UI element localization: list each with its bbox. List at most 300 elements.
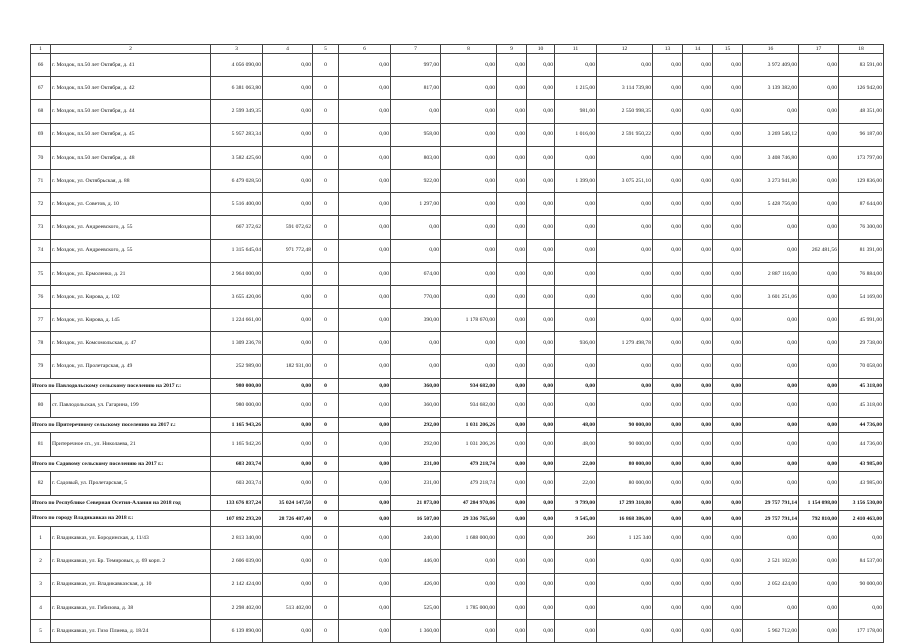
value-cell-col-6: 0,00	[339, 456, 391, 472]
row-address: г. Моздок, пл.50 лет Октября, д. 48	[51, 146, 211, 169]
value-cell-col-15: 0,00	[713, 433, 743, 456]
value-cell-col-18: 29 738,00	[839, 332, 884, 355]
value-cell-col-15: 0,00	[713, 54, 743, 77]
value-cell-col-16: 0,00	[743, 309, 799, 332]
value-cell-col-16: 0,00	[743, 332, 799, 355]
value-cell-col-16: 2 052 424,00	[743, 573, 799, 596]
value-cell-col-11: 0,00	[555, 355, 597, 378]
value-cell-col-17: 0,00	[799, 332, 839, 355]
value-cell-col-16: 5 428 756,00	[743, 193, 799, 216]
value-cell-col-14: 0,00	[683, 527, 713, 550]
value-cell-col-6: 0,00	[339, 332, 391, 355]
value-cell-col-11: 1 399,00	[555, 169, 597, 192]
value-cell-col-16: 0,00	[743, 527, 799, 550]
value-cell-col-18: 129 836,00	[839, 169, 884, 192]
value-cell-col-17: 0,00	[799, 619, 839, 642]
row-number: 78	[31, 332, 51, 355]
value-cell-col-9: 0,00	[497, 193, 527, 216]
value-cell-col-9: 0,00	[497, 239, 527, 262]
row-address: г. Моздок, ул. Андреевского, д. 55	[51, 239, 211, 262]
value-cell-col-3: 2 964 000,00	[211, 262, 263, 285]
value-cell-col-4: 0,00	[263, 456, 313, 472]
row-address: г. Владикавказ, ул. Владикавказская, д. 10	[51, 573, 211, 596]
value-cell-col-4: 0,00	[263, 146, 313, 169]
value-cell-col-9: 0,00	[497, 355, 527, 378]
value-cell-col-12: 16 868 386,00	[597, 511, 653, 527]
value-cell-col-12: 0,00	[597, 262, 653, 285]
value-cell-col-3: 667 372,62	[211, 216, 263, 239]
value-cell-col-9: 0,00	[497, 123, 527, 146]
value-cell-col-15: 0,00	[713, 146, 743, 169]
value-cell-col-4: 0,00	[263, 123, 313, 146]
value-cell-col-15: 0,00	[713, 239, 743, 262]
value-cell-col-10: 0,00	[527, 394, 555, 417]
column-number-row	[31, 45, 884, 54]
value-cell-col-12: 0,00	[597, 309, 653, 332]
value-cell-col-8: 1 688 000,00	[441, 527, 497, 550]
value-cell-col-18: 70 058,00	[839, 355, 884, 378]
value-cell-col-5: 0	[313, 54, 339, 77]
value-cell-col-16: 2 887 116,00	[743, 262, 799, 285]
value-cell-col-5: 0	[313, 596, 339, 619]
column-number-14: 14	[683, 45, 713, 54]
value-cell-col-3: 603 203,74	[211, 456, 263, 472]
table-row	[31, 146, 884, 169]
column-number-13: 13	[653, 45, 683, 54]
value-cell-col-5: 0	[313, 193, 339, 216]
value-cell-col-4: 0,00	[263, 550, 313, 573]
subtotal-label: Итого по Садовому сельскому поселению на 2017 г.:	[31, 456, 211, 472]
value-cell-col-9: 0,00	[497, 573, 527, 596]
value-cell-col-7: 770,00	[391, 285, 441, 308]
value-cell-col-17: 0,00	[799, 77, 839, 100]
row-number: 71	[31, 169, 51, 192]
value-cell-col-17: 0,00	[799, 169, 839, 192]
value-cell-col-17: 0,00	[799, 550, 839, 573]
value-cell-col-12: 0,00	[597, 550, 653, 573]
value-cell-col-15: 0,00	[713, 619, 743, 642]
value-cell-col-5: 0	[313, 527, 339, 550]
row-number: 70	[31, 146, 51, 169]
value-cell-col-5: 0	[313, 216, 339, 239]
value-cell-col-16: 5 962 712,00	[743, 619, 799, 642]
value-cell-col-17: 0,00	[799, 146, 839, 169]
value-cell-col-4: 0,00	[263, 169, 313, 192]
value-cell-col-7: 240,00	[391, 527, 441, 550]
value-cell-col-16: 29 757 791,14	[743, 511, 799, 527]
value-cell-col-14: 0,00	[683, 332, 713, 355]
column-number-3: 3	[211, 45, 263, 54]
value-cell-col-3: 6 381 063,80	[211, 77, 263, 100]
value-cell-col-3: 3 655 420,06	[211, 285, 263, 308]
value-cell-col-12: 80 000,00	[597, 472, 653, 495]
table-row	[31, 309, 884, 332]
value-cell-col-3: 2 599 349,35	[211, 100, 263, 123]
value-cell-col-7: 231,00	[391, 456, 441, 472]
value-cell-col-5: 0	[313, 550, 339, 573]
column-number-6: 6	[339, 45, 391, 54]
value-cell-col-14: 0,00	[683, 123, 713, 146]
subtotal-label: Итого по Притеречному сельскому поселению на 2017 г.:	[31, 417, 211, 433]
column-number-12: 12	[597, 45, 653, 54]
column-number-11: 11	[555, 45, 597, 54]
row-address: г. Владикавказ, ул. Гизо Плиева, д. 18/24	[51, 619, 211, 642]
value-cell-col-9: 0,00	[497, 378, 527, 394]
value-cell-col-7: 1 297,00	[391, 193, 441, 216]
value-cell-col-10: 0,00	[527, 355, 555, 378]
value-cell-col-4: 0,00	[263, 262, 313, 285]
row-address: г. Владикавказ, ул. Бородинская, д. 11/43	[51, 527, 211, 550]
value-cell-col-10: 0,00	[527, 169, 555, 192]
value-cell-col-15: 0,00	[713, 123, 743, 146]
value-cell-col-7: 446,00	[391, 550, 441, 573]
value-cell-col-14: 0,00	[683, 550, 713, 573]
value-cell-col-12: 0,00	[597, 216, 653, 239]
value-cell-col-4: 0,00	[263, 417, 313, 433]
value-cell-col-9: 0,00	[497, 394, 527, 417]
value-cell-col-7: 426,00	[391, 573, 441, 596]
value-cell-col-7: 0,00	[391, 100, 441, 123]
table-row	[31, 472, 884, 495]
table-row	[31, 355, 884, 378]
value-cell-col-18: 90 000,00	[839, 573, 884, 596]
value-cell-col-17: 0,00	[799, 472, 839, 495]
value-cell-col-16: 0,00	[743, 394, 799, 417]
value-cell-col-14: 0,00	[683, 54, 713, 77]
value-cell-col-7: 0,00	[391, 355, 441, 378]
value-cell-col-7: 803,00	[391, 146, 441, 169]
value-cell-col-12: 1 125 340	[597, 527, 653, 550]
column-number-2: 2	[51, 45, 211, 54]
value-cell-col-18: 44 736,00	[839, 433, 884, 456]
value-cell-col-15: 0,00	[713, 394, 743, 417]
row-number: 80	[31, 394, 51, 417]
value-cell-col-10: 0,00	[527, 527, 555, 550]
value-cell-col-14: 0,00	[683, 433, 713, 456]
value-cell-col-11: 0,00	[555, 550, 597, 573]
value-cell-col-18: 177 178,00	[839, 619, 884, 642]
row-number: 74	[31, 239, 51, 262]
value-cell-col-18: 76 300,00	[839, 216, 884, 239]
value-cell-col-18: 3 156 530,00	[839, 495, 884, 511]
value-cell-col-14: 0,00	[683, 309, 713, 332]
value-cell-col-3: 3 582 425,60	[211, 146, 263, 169]
value-cell-col-6: 0,00	[339, 527, 391, 550]
table-row	[31, 433, 884, 456]
value-cell-col-8: 1 031 206,26	[441, 417, 497, 433]
value-cell-col-15: 0,00	[713, 355, 743, 378]
value-cell-col-14: 0,00	[683, 262, 713, 285]
value-cell-col-18: 45 991,00	[839, 309, 884, 332]
value-cell-col-11: 1 215,00	[555, 77, 597, 100]
value-cell-col-7: 360,00	[391, 378, 441, 394]
value-cell-col-18: 44 736,00	[839, 417, 884, 433]
value-cell-col-11: 0,00	[555, 394, 597, 417]
table-row	[31, 77, 884, 100]
value-cell-col-4: 0,00	[263, 309, 313, 332]
value-cell-col-15: 0,00	[713, 596, 743, 619]
value-cell-col-4: 0,00	[263, 619, 313, 642]
value-cell-col-5: 0	[313, 169, 339, 192]
value-cell-col-9: 0,00	[497, 146, 527, 169]
row-address: г. Моздок, ул. Андреевского, д. 55	[51, 216, 211, 239]
column-number-15: 15	[713, 45, 743, 54]
value-cell-col-7: 1 360,00	[391, 619, 441, 642]
value-cell-col-6: 0,00	[339, 495, 391, 511]
value-cell-col-16: 0,00	[743, 596, 799, 619]
value-cell-col-16: 3 273 941,80	[743, 169, 799, 192]
value-cell-col-8: 0,00	[441, 193, 497, 216]
value-cell-col-13: 0,00	[653, 100, 683, 123]
value-cell-col-13: 0,00	[653, 550, 683, 573]
value-cell-col-8: 0,00	[441, 146, 497, 169]
value-cell-col-17: 0,00	[799, 596, 839, 619]
value-cell-col-16: 3 972 409,00	[743, 54, 799, 77]
value-cell-col-6: 0,00	[339, 123, 391, 146]
row-address: г. Моздок, ул. Октябрьская, д. 88	[51, 169, 211, 192]
row-number: 76	[31, 285, 51, 308]
value-cell-col-4: 35 024 147,50	[263, 495, 313, 511]
value-cell-col-3: 5 516 400,00	[211, 193, 263, 216]
value-cell-col-6: 0,00	[339, 146, 391, 169]
value-cell-col-4: 0,00	[263, 527, 313, 550]
table-row	[31, 169, 884, 192]
value-cell-col-14: 0,00	[683, 239, 713, 262]
value-cell-col-18: 48 351,00	[839, 100, 884, 123]
value-cell-col-7: 958,00	[391, 123, 441, 146]
value-cell-col-5: 0	[313, 433, 339, 456]
table-row	[31, 216, 884, 239]
column-number-5: 5	[313, 45, 339, 54]
value-cell-col-17: 0,00	[799, 285, 839, 308]
value-cell-col-12: 2 550 998,35	[597, 100, 653, 123]
value-cell-col-8: 0,00	[441, 239, 497, 262]
value-cell-col-3: 6 139 890,00	[211, 619, 263, 642]
value-cell-col-17: 0,00	[799, 309, 839, 332]
value-cell-col-9: 0,00	[497, 456, 527, 472]
table-body	[31, 54, 884, 643]
value-cell-col-12: 3 114 739,80	[597, 77, 653, 100]
value-cell-col-15: 0,00	[713, 332, 743, 355]
value-cell-col-17: 1 154 098,00	[799, 495, 839, 511]
value-cell-col-16: 0,00	[743, 417, 799, 433]
value-cell-col-12: 90 000,00	[597, 417, 653, 433]
value-cell-col-15: 0,00	[713, 378, 743, 394]
value-cell-col-15: 0,00	[713, 527, 743, 550]
value-cell-col-16: 0,00	[743, 355, 799, 378]
value-cell-col-14: 0,00	[683, 417, 713, 433]
value-cell-col-17: 0,00	[799, 527, 839, 550]
row-number: 72	[31, 193, 51, 216]
value-cell-col-14: 0,00	[683, 456, 713, 472]
value-cell-col-13: 0,00	[653, 123, 683, 146]
value-cell-col-5: 0	[313, 495, 339, 511]
row-number: 2	[31, 550, 51, 573]
value-cell-col-3: 980 000,00	[211, 394, 263, 417]
row-number: 69	[31, 123, 51, 146]
value-cell-col-7: 922,00	[391, 169, 441, 192]
value-cell-col-11: 0,00	[555, 309, 597, 332]
value-cell-col-14: 0,00	[683, 169, 713, 192]
value-cell-col-5: 0	[313, 472, 339, 495]
value-cell-col-18: 43 985,00	[839, 456, 884, 472]
value-cell-col-17: 0,00	[799, 378, 839, 394]
value-cell-col-9: 0,00	[497, 495, 527, 511]
value-cell-col-4: 0,00	[263, 100, 313, 123]
value-cell-col-8: 1 178 670,00	[441, 309, 497, 332]
row-number: 79	[31, 355, 51, 378]
value-cell-col-12: 90 000,00	[597, 433, 653, 456]
value-cell-col-13: 0,00	[653, 378, 683, 394]
value-cell-col-12: 3 075 251,10	[597, 169, 653, 192]
row-address: г. Моздок, пл.50 лет Октября, д. 41	[51, 54, 211, 77]
row-address: г. Моздок, ул. Комсомольская, д. 47	[51, 332, 211, 355]
value-cell-col-8: 0,00	[441, 100, 497, 123]
value-cell-col-4: 0,00	[263, 77, 313, 100]
value-cell-col-11: 22,00	[555, 456, 597, 472]
row-address: г. Моздок, ул. Кирова, д. 102	[51, 285, 211, 308]
value-cell-col-15: 0,00	[713, 193, 743, 216]
value-cell-col-7: 0,00	[391, 332, 441, 355]
column-number-17: 17	[799, 45, 839, 54]
value-cell-col-7: 21 873,00	[391, 495, 441, 511]
value-cell-col-13: 0,00	[653, 355, 683, 378]
value-cell-col-17: 0,00	[799, 216, 839, 239]
value-cell-col-14: 0,00	[683, 573, 713, 596]
table-row	[31, 596, 884, 619]
value-cell-col-8: 1 785 000,00	[441, 596, 497, 619]
row-number: 75	[31, 262, 51, 285]
value-cell-col-17: 0,00	[799, 394, 839, 417]
value-cell-col-10: 0,00	[527, 309, 555, 332]
value-cell-col-18: 45 318,00	[839, 394, 884, 417]
value-cell-col-18: 126 942,00	[839, 77, 884, 100]
value-cell-col-10: 0,00	[527, 193, 555, 216]
value-cell-col-15: 0,00	[713, 472, 743, 495]
value-cell-col-14: 0,00	[683, 378, 713, 394]
value-cell-col-13: 0,00	[653, 472, 683, 495]
value-cell-col-3: 2 298 402,00	[211, 596, 263, 619]
table-row	[31, 527, 884, 550]
value-cell-col-8: 934 682,00	[441, 394, 497, 417]
value-cell-col-5: 0	[313, 77, 339, 100]
value-cell-col-8: 0,00	[441, 262, 497, 285]
value-cell-col-17: 0,00	[799, 100, 839, 123]
value-cell-col-5: 0	[313, 146, 339, 169]
value-cell-col-13: 0,00	[653, 332, 683, 355]
value-cell-col-14: 0,00	[683, 100, 713, 123]
value-cell-col-10: 0,00	[527, 54, 555, 77]
value-cell-col-4: 971 772,48	[263, 239, 313, 262]
value-cell-col-18: 54 169,00	[839, 285, 884, 308]
value-cell-col-11: 0,00	[555, 239, 597, 262]
value-cell-col-17: 0,00	[799, 54, 839, 77]
value-cell-col-18: 0,00	[839, 527, 884, 550]
value-cell-col-12: 17 299 310,80	[597, 495, 653, 511]
table-row	[31, 619, 884, 642]
value-cell-col-5: 0	[313, 123, 339, 146]
table-row	[31, 193, 884, 216]
value-cell-col-6: 0,00	[339, 394, 391, 417]
value-cell-col-17: 0,00	[799, 433, 839, 456]
value-cell-col-4: 0,00	[263, 378, 313, 394]
value-cell-col-15: 0,00	[713, 285, 743, 308]
value-cell-col-13: 0,00	[653, 54, 683, 77]
row-number: 5	[31, 619, 51, 642]
value-cell-col-5: 0	[313, 100, 339, 123]
value-cell-col-8: 0,00	[441, 332, 497, 355]
value-cell-col-12: 0,00	[597, 239, 653, 262]
value-cell-col-17: 0,00	[799, 573, 839, 596]
value-cell-col-12: 0,00	[597, 378, 653, 394]
value-cell-col-13: 0,00	[653, 216, 683, 239]
value-cell-col-3: 6 479 028,50	[211, 169, 263, 192]
value-cell-col-3: 5 957 283,34	[211, 123, 263, 146]
value-cell-col-4: 182 931,00	[263, 355, 313, 378]
value-cell-col-13: 0,00	[653, 394, 683, 417]
value-cell-col-18: 76 884,00	[839, 262, 884, 285]
value-cell-col-4: 0,00	[263, 332, 313, 355]
value-cell-col-3: 1 165 942,26	[211, 433, 263, 456]
value-cell-col-15: 0,00	[713, 550, 743, 573]
value-cell-col-17: 0,00	[799, 262, 839, 285]
value-cell-col-15: 0,00	[713, 573, 743, 596]
value-cell-col-10: 0,00	[527, 239, 555, 262]
value-cell-col-13: 0,00	[653, 433, 683, 456]
value-cell-col-13: 0,00	[653, 146, 683, 169]
value-cell-col-11: 0,00	[555, 54, 597, 77]
value-cell-col-6: 0,00	[339, 193, 391, 216]
value-cell-col-11: 22,00	[555, 472, 597, 495]
value-cell-col-3: 1 309 236,78	[211, 332, 263, 355]
value-cell-col-6: 0,00	[339, 77, 391, 100]
value-cell-col-12: 1 279 498,78	[597, 332, 653, 355]
value-cell-col-12: 0,00	[597, 619, 653, 642]
value-cell-col-14: 0,00	[683, 596, 713, 619]
value-cell-col-12: 0,00	[597, 355, 653, 378]
value-cell-col-6: 0,00	[339, 216, 391, 239]
value-cell-col-5: 0	[313, 511, 339, 527]
value-cell-col-11: 260	[555, 527, 597, 550]
value-cell-col-16: 0,00	[743, 100, 799, 123]
value-cell-col-4: 0,00	[263, 433, 313, 456]
value-cell-col-14: 0,00	[683, 77, 713, 100]
value-cell-col-10: 0,00	[527, 619, 555, 642]
value-cell-col-6: 0,00	[339, 100, 391, 123]
value-cell-col-9: 0,00	[497, 285, 527, 308]
value-cell-col-9: 0,00	[497, 619, 527, 642]
value-cell-col-18: 81 391,00	[839, 239, 884, 262]
value-cell-col-18: 173 797,00	[839, 146, 884, 169]
column-number-4: 4	[263, 45, 313, 54]
value-cell-col-3: 980 000,00	[211, 378, 263, 394]
value-cell-col-12: 2 591 950,22	[597, 123, 653, 146]
value-cell-col-11: 0,00	[555, 596, 597, 619]
table-row	[31, 239, 884, 262]
value-cell-col-15: 0,00	[713, 169, 743, 192]
repair-program-table	[30, 44, 884, 643]
value-cell-col-7: 292,00	[391, 433, 441, 456]
value-cell-col-11: 0,00	[555, 146, 597, 169]
value-cell-col-8: 0,00	[441, 573, 497, 596]
value-cell-col-17: 0,00	[799, 417, 839, 433]
value-cell-col-17: 792 810,00	[799, 511, 839, 527]
row-address: г. Моздок, ул. Ермоленко, д. 21	[51, 262, 211, 285]
value-cell-col-11: 48,00	[555, 417, 597, 433]
value-cell-col-5: 0	[313, 378, 339, 394]
value-cell-col-4: 0,00	[263, 472, 313, 495]
row-address: Притеречное сп., ул. Николаева, 21	[51, 433, 211, 456]
